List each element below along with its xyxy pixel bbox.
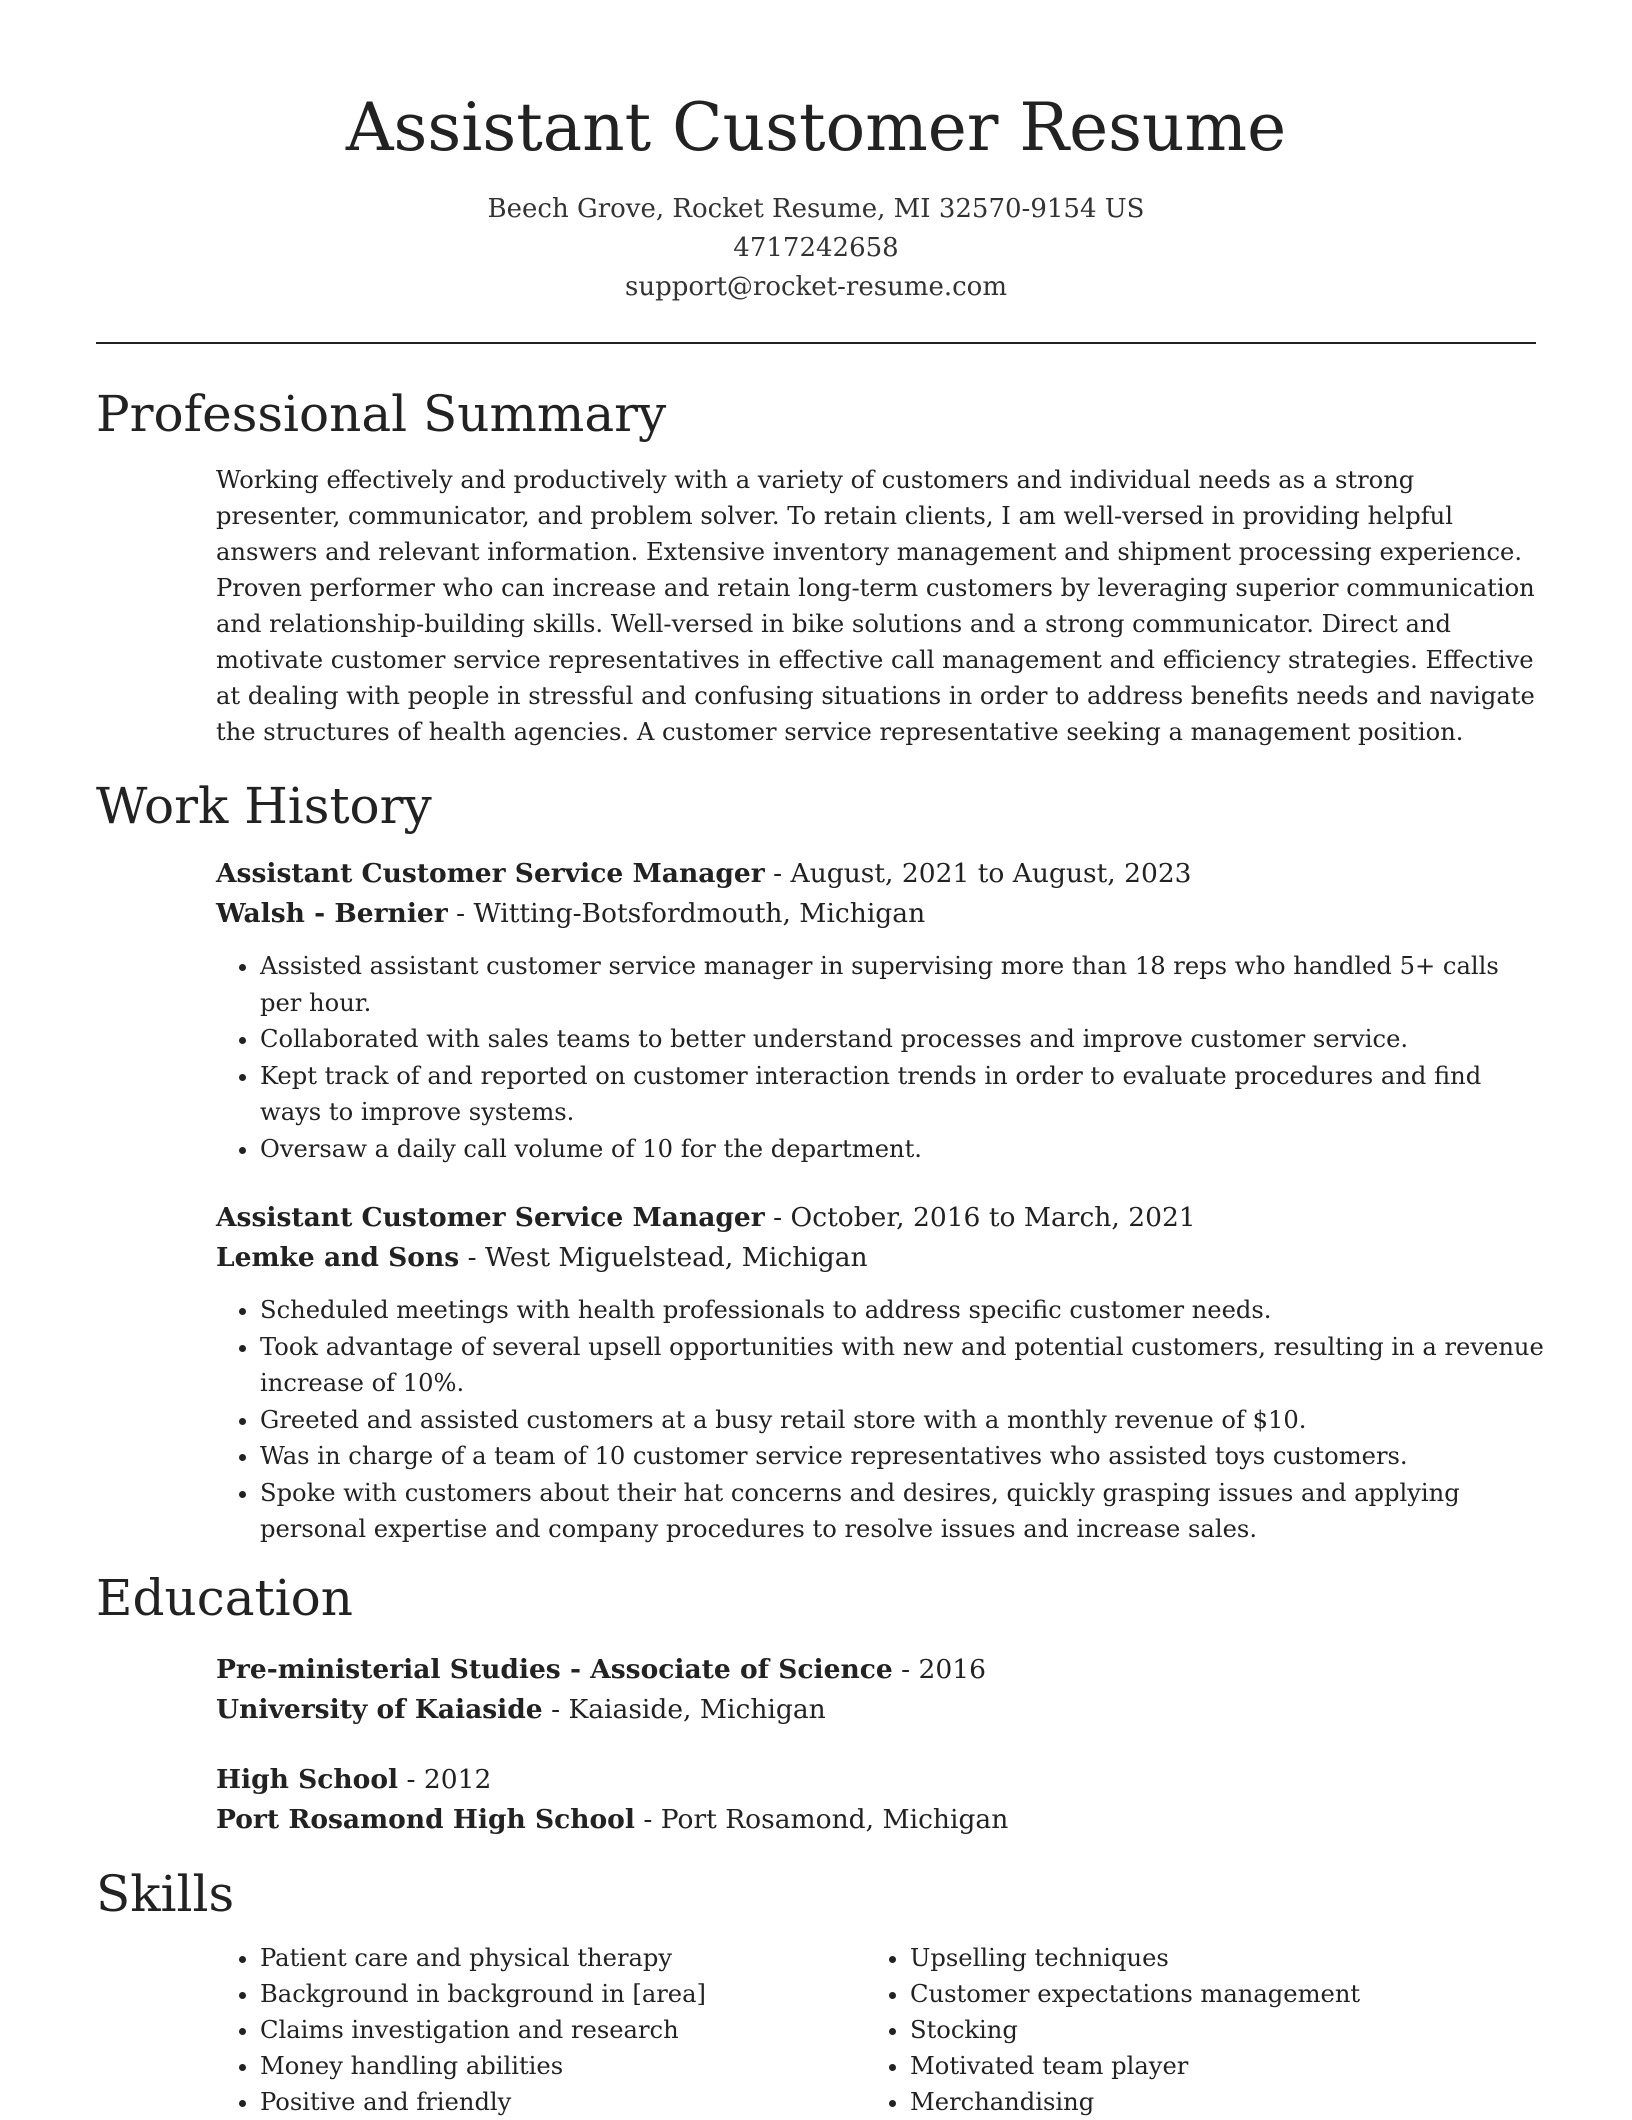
school-name: University of Kaiaside bbox=[216, 1694, 543, 1725]
work-history-heading: Work History bbox=[96, 777, 432, 835]
skill-item: • Background in background in [area] bbox=[260, 1976, 820, 2012]
address: Beech Grove, Rocket Resume, MI 32570-9154 US bbox=[487, 194, 1145, 224]
job-company-line bbox=[216, 1238, 1546, 1278]
job-role: Assistant Customer Service Manager bbox=[216, 1202, 765, 1233]
header-divider bbox=[96, 342, 1536, 344]
job-role: Assistant Customer Service Manager bbox=[216, 858, 765, 889]
job-bullets bbox=[216, 948, 1546, 1167]
skills-column-left bbox=[216, 1940, 820, 2120]
summary-text: Working effectively and productively with a variety of customers and individual needs as a strong presenter, communicator, and problem solver. To retain clients, I am well-versed in providing helpful answers and relevant information. Extensive inventory management and shipment processing experience. Proven performer who can increase and retain long-term customers by leveraging superior communication and relationship-building skills. Well-versed in bike solutions and a strong communicator. Direct and motivate customer service representatives in effective call management and efficiency strategies. Effective at dealing with people in stressful and confusing situations in order to address benefits needs and navigate the structures of health agencies. A customer service representative seeking a management position. bbox=[216, 466, 1535, 746]
job-title-line bbox=[216, 1198, 1546, 1238]
job-bullet: • Oversaw a daily call volume of 10 for the department. bbox=[260, 1131, 1546, 1168]
resume-header bbox=[96, 86, 1536, 307]
job-dates: - August, 2021 to August, 2023 bbox=[764, 858, 1192, 889]
graduation-year: - 2016 bbox=[892, 1654, 986, 1685]
skill-item: • Stocking bbox=[910, 2012, 1470, 2048]
school-location: - Port Rosamond, Michigan bbox=[634, 1804, 1009, 1835]
education-heading: Education bbox=[96, 1569, 353, 1627]
skills-heading: Skills bbox=[96, 1865, 235, 1923]
job-company-line bbox=[216, 894, 1546, 934]
school-line bbox=[216, 1800, 1546, 1840]
job-bullet: • Scheduled meetings with health professionals to address specific customer needs. bbox=[260, 1292, 1546, 1329]
skill-item: • Money handling abilities bbox=[260, 2048, 820, 2084]
job-bullet: • Greeted and assisted customers at a busy retail store with a monthly revenue of $10. bbox=[260, 1402, 1546, 1439]
skill-item: • Claims investigation and research bbox=[260, 2012, 820, 2048]
job-entry bbox=[216, 854, 1546, 1167]
school-name: Port Rosamond High School bbox=[216, 1804, 635, 1835]
job-bullet: • Was in charge of a team of 10 customer service representatives who assisted toys customers. bbox=[260, 1438, 1546, 1475]
school-location: - Kaiaside, Michigan bbox=[542, 1694, 826, 1725]
job-location: - Witting-Botsfordmouth, Michigan bbox=[447, 898, 926, 929]
job-bullet: • Assisted assistant customer service manager in supervising more than 18 reps who handled 5+ calls per hour. bbox=[260, 948, 1546, 1021]
skills-column-right bbox=[866, 1940, 1470, 2120]
job-bullet: • Collaborated with sales teams to better understand processes and improve customer service. bbox=[260, 1021, 1546, 1058]
skill-item: • Motivated team player bbox=[910, 2048, 1470, 2084]
phone-number: 4717242658 bbox=[733, 233, 899, 263]
job-dates: - October, 2016 to March, 2021 bbox=[764, 1202, 1196, 1233]
degree-line bbox=[216, 1760, 1546, 1800]
job-bullet: • Kept track of and reported on customer interaction trends in order to evaluate procedures and find ways to improve systems. bbox=[260, 1058, 1546, 1131]
education-entry bbox=[216, 1650, 1546, 1730]
job-title-line bbox=[216, 854, 1546, 894]
job-bullets bbox=[216, 1292, 1546, 1548]
email-address: support@rocket-resume.com bbox=[624, 272, 1007, 302]
job-location: - West Miguelstead, Michigan bbox=[459, 1242, 868, 1273]
job-company: Lemke and Sons bbox=[216, 1242, 460, 1273]
job-bullet: • Took advantage of several upsell opportunities with new and potential customers, resulting in a revenue increase of 10%. bbox=[260, 1329, 1546, 1402]
education-entry bbox=[216, 1760, 1546, 1840]
resume-title: Assistant Customer Resume bbox=[345, 89, 1287, 166]
degree: Pre-ministerial Studies - Associate of Science bbox=[216, 1654, 893, 1685]
degree: High School bbox=[216, 1764, 399, 1795]
degree-line bbox=[216, 1650, 1546, 1690]
school-line bbox=[216, 1690, 1546, 1730]
graduation-year: - 2012 bbox=[398, 1764, 492, 1795]
skill-item: • Positive and friendly bbox=[260, 2084, 820, 2120]
summary-heading: Professional Summary bbox=[96, 385, 667, 443]
skill-item: • Patient care and physical therapy bbox=[260, 1940, 820, 1976]
job-company: Walsh - Bernier bbox=[216, 898, 448, 929]
contact-info bbox=[96, 190, 1536, 307]
job-bullet: • Spoke with customers about their hat concerns and desires, quickly grasping issues and applying personal expertise and company procedures to resolve issues and increase sales. bbox=[260, 1475, 1546, 1548]
skill-item: • Merchandising bbox=[910, 2084, 1470, 2120]
job-entry bbox=[216, 1198, 1546, 1548]
skill-item: • Upselling techniques bbox=[910, 1940, 1470, 1976]
skill-item: • Customer expectations management bbox=[910, 1976, 1470, 2012]
